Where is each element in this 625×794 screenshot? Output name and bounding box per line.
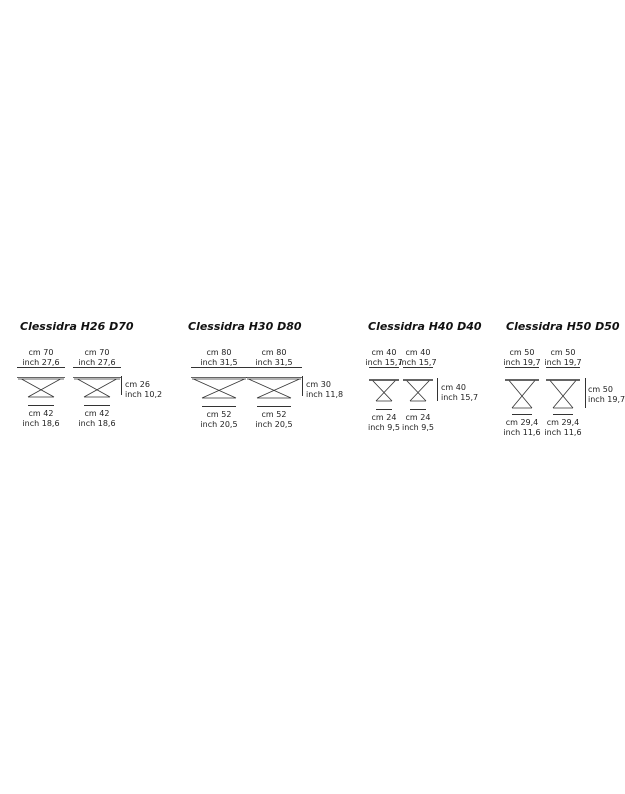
cross-table-elevation [191, 377, 247, 400]
base-diameter-label [388, 413, 448, 433]
base-dimension-line [512, 414, 532, 415]
hourglass-table-elevation [505, 379, 539, 410]
dim-text: cm 29,4 [505, 418, 539, 427]
cross-table-elevation [73, 377, 121, 399]
height-label [588, 385, 625, 405]
dim-text: cm 50 [550, 348, 576, 357]
dim-text: cm 40 [371, 348, 397, 357]
dim-text: inch 11,8 [306, 390, 344, 399]
dim-text: cm 29,4 [546, 418, 580, 427]
top-dimension-line [546, 367, 580, 368]
top-dimension-line [191, 367, 247, 368]
height-dimension-line [121, 376, 122, 395]
product-title: Clessidra H40 D40 [368, 320, 482, 333]
base-dimension-line [84, 405, 110, 406]
table-outline [546, 380, 580, 409]
top-diameter-label [244, 348, 304, 368]
base-diameter-label [67, 409, 127, 429]
product-title: Clessidra H26 D70 [20, 320, 134, 333]
dim-text: inch 15,7 [365, 358, 403, 367]
dim-text: inch 9,5 [367, 423, 401, 432]
dim-text: cm 42 [28, 409, 54, 418]
dim-text: inch 15,7 [399, 358, 437, 367]
top-diameter-label [189, 348, 249, 368]
dim-text: inch 18,6 [22, 419, 60, 428]
table-outline [73, 378, 121, 398]
table-outline [403, 380, 433, 402]
top-dimension-line [17, 367, 65, 368]
cross-table-elevation [246, 377, 302, 400]
top-diameter-label [533, 348, 593, 368]
dim-text: cm 80 [261, 348, 287, 357]
table-outline [505, 380, 539, 409]
height-dimension-line [437, 378, 438, 401]
base-dimension-line [553, 414, 573, 415]
dim-text: inch 11,6 [544, 428, 582, 437]
cross-table-elevation [17, 377, 65, 399]
dim-text: cm 80 [206, 348, 232, 357]
table-outline [369, 380, 399, 402]
dim-text: cm 40 [405, 348, 431, 357]
dim-text: inch 18,6 [78, 419, 116, 428]
dim-text: cm 50 [509, 348, 535, 357]
height-label [125, 380, 162, 400]
dim-text: cm 26 [125, 380, 150, 389]
dim-text: cm 42 [84, 409, 110, 418]
table-outline [246, 378, 302, 399]
dim-text: inch 19,7 [503, 358, 541, 367]
dim-text: cm 70 [28, 348, 54, 357]
dim-text: inch 31,5 [200, 358, 238, 367]
dim-text: cm 50 [588, 385, 613, 394]
height-dimension-line [585, 378, 586, 408]
top-dimension-line [403, 367, 433, 368]
base-diameter-label [533, 418, 593, 438]
height-label [441, 383, 478, 403]
dim-text: cm 24 [405, 413, 431, 422]
height-dimension-line [302, 376, 303, 396]
dim-text: cm 52 [261, 410, 287, 419]
base-dimension-line [28, 405, 54, 406]
table-outline [191, 378, 247, 399]
top-diameter-label [11, 348, 71, 368]
hourglass-table-elevation [369, 379, 399, 403]
dim-text: inch 10,2 [125, 390, 163, 399]
dim-text: inch 31,5 [255, 358, 293, 367]
product-title: Clessidra H50 D50 [506, 320, 620, 333]
top-diameter-label [67, 348, 127, 368]
dim-text: cm 30 [306, 380, 331, 389]
hourglass-table-elevation [403, 379, 433, 403]
dim-text: inch 27,6 [78, 358, 116, 367]
dim-text: inch 20,5 [200, 420, 238, 429]
base-diameter-label [189, 410, 249, 430]
base-dimension-line [257, 406, 291, 407]
top-dimension-line [246, 367, 302, 368]
base-dimension-line [410, 409, 426, 410]
base-diameter-label [11, 409, 71, 429]
base-dimension-line [376, 409, 392, 410]
top-dimension-line [73, 367, 121, 368]
dim-text: inch 20,5 [255, 420, 293, 429]
dim-text: inch 9,5 [401, 423, 435, 432]
dim-text: inch 19,7 [588, 395, 625, 404]
height-label [306, 380, 343, 400]
dim-text: inch 15,7 [441, 393, 479, 402]
dim-text: cm 24 [371, 413, 397, 422]
product-title: Clessidra H30 D80 [188, 320, 302, 333]
dim-text: inch 11,6 [503, 428, 541, 437]
dim-text: cm 52 [206, 410, 232, 419]
table-outline [17, 378, 65, 398]
base-dimension-line [202, 406, 236, 407]
dim-text: inch 27,6 [22, 358, 60, 367]
hourglass-table-elevation [546, 379, 580, 410]
dim-text: cm 40 [441, 383, 466, 392]
dim-text: inch 19,7 [544, 358, 582, 367]
base-diameter-label [244, 410, 304, 430]
top-diameter-label [388, 348, 448, 368]
dim-text: cm 70 [84, 348, 110, 357]
